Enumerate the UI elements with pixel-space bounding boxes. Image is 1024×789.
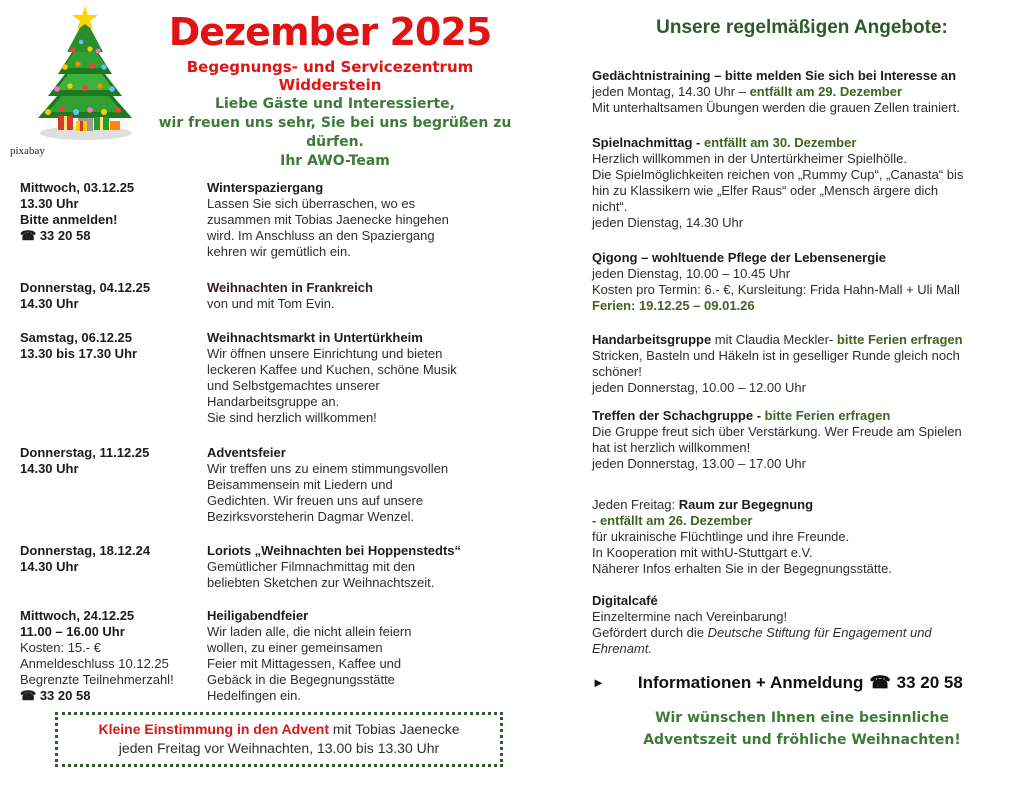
advent-box-rest: mit Tobias Jaenecke (329, 721, 460, 737)
offer-leader: mit Claudia Meckler- (711, 332, 837, 347)
event-text-line: von und mit Tom Evin. (207, 296, 335, 311)
offer-title-line (592, 135, 1012, 151)
offer-spielnachmittag (592, 135, 1012, 231)
event-time-line: 11.00 – 16.00 Uhr (20, 624, 125, 639)
event-text-line: Wir laden alle, die nicht allein feiern (207, 624, 412, 639)
offer-line: In Kooperation mit withU-Stuttgart e.V. (592, 545, 813, 560)
offer-schedule: jeden Donnerstag, 13.00 – 17.00 Uhr (592, 456, 806, 471)
offer-title: Raum zur Begegnung (678, 497, 814, 512)
offer-title: Qigong – wohltuende Pflege der Lebensenergie (592, 250, 886, 265)
christmas-tree-icon (10, 4, 160, 144)
event-text-line: Bezirksvorsteherin Dagmar Wenzel. (207, 509, 415, 524)
advent-box-line1 (58, 720, 500, 739)
offer-title-line (592, 497, 1012, 513)
advent-box-line2: jeden Freitag vor Weihnachten, 13.00 bis 13.30 Uhr (118, 740, 440, 756)
christmas-tree-image (10, 4, 160, 144)
page-subtitle: Begegnungs- und Servicezentrum Widderstein (186, 58, 474, 94)
event-text-line: Wir treffen uns zu einem stimmungsvollen (207, 461, 449, 476)
image-credit: pixabay (10, 145, 45, 157)
phone-icon: ☎ (20, 228, 37, 243)
event-date-line: Mittwoch, 24.12.25 (20, 608, 135, 623)
greeting-line: wir freuen uns sehr, Sie bei uns begrüßen zu dürfen. (158, 115, 512, 150)
offer-line: Mit unterhaltsamen Übungen werden die grauen Zellen trainiert. (592, 100, 960, 115)
offer-line: Die Gruppe freut sich über Verstärkung. Wer Freude am Spielen (592, 424, 962, 439)
offer-line: hat ist herzlich willkommen! (592, 440, 751, 455)
event-list (20, 180, 512, 704)
phone-icon: ☎ (20, 688, 37, 703)
offer-line: nicht“. (592, 199, 628, 214)
event-time-line: 14.30 Uhr (20, 296, 79, 311)
offer-schachgruppe (592, 408, 1012, 472)
contact-label: Informationen + Anmeldung (637, 673, 864, 692)
closing-wishes (592, 707, 1012, 751)
offer-title: Spielnachmittag - (592, 135, 704, 150)
offer-schedule: jeden Dienstag, 10.00 – 10.45 Uhr (592, 266, 791, 281)
offer-cancellation: - entfällt am 26. Dezember (592, 513, 753, 528)
event-phone-line (20, 228, 207, 244)
event-time-line: 13.30 Uhr (20, 196, 79, 211)
offer-title: Treffen der Schachgruppe - (592, 408, 765, 423)
offer-title-line (592, 408, 1012, 424)
greeting-line: Liebe Gäste und Interessierte, (215, 96, 455, 112)
event-title: Loriots „Weihnachten bei Hoppenstedts“ (207, 543, 462, 558)
event-phone-line (20, 688, 207, 704)
event-title: Heiligabendfeier (207, 608, 309, 623)
event-text-line: zusammen mit Tobias Jaenecke hingehen (207, 212, 449, 227)
event-date-line: Mittwoch, 03.12.25 (20, 180, 135, 195)
offer-title: Handarbeitsgruppe (592, 332, 712, 347)
offer-line: Die Spielmöglichkeiten reichen von „Rummy Cup“, „Canasta“ bis (592, 167, 964, 182)
event-date (20, 280, 207, 312)
event-description (207, 543, 512, 591)
event-text-line: Feier mit Mittagessen, Kaffee und (207, 656, 402, 671)
contact-info-line (592, 675, 1012, 691)
event-description (207, 608, 512, 704)
offer-cancellation: entfällt am 30. Dezember (703, 135, 857, 150)
event-text-line: und Selbstgemachtes unserer (207, 378, 380, 393)
event-text-line: Gedichten. Wir freuen uns auf unsere (207, 493, 424, 508)
event-date (20, 330, 207, 426)
offer-handarbeitsgruppe (592, 332, 1012, 396)
event-text-line: wird. Im Anschluss an den Spaziergang (207, 228, 435, 243)
event-time-line: 14.30 Uhr (20, 461, 79, 476)
event-title: Winterspaziergang (207, 180, 324, 195)
event-date-line: Donnerstag, 18.12.24 (20, 543, 151, 558)
event-text-line: beliebten Sketchen zur Weihnachtszeit. (207, 575, 435, 590)
advent-box-highlight: Kleine Einstimmung in den Advent (98, 721, 330, 737)
event-description (207, 180, 512, 260)
event-date-line: Donnerstag, 04.12.25 (20, 280, 151, 295)
event-limit-line: Begrenzte Teilnehmerzahl! (20, 672, 174, 687)
header (140, 10, 520, 94)
offer-title: Digitalcafé (592, 593, 658, 608)
offer-gedaechtnistraining (592, 68, 1012, 116)
event-row-weihnachten-frankreich (20, 280, 512, 312)
event-description (207, 280, 512, 312)
offer-sponsor-prefix: Gefördert durch die (592, 625, 708, 640)
event-title: Weihnachtsmarkt in Untertürkheim (207, 330, 423, 345)
offer-line (592, 625, 1012, 641)
offer-holiday-note: Ferien: 19.12.25 – 09.01.26 (592, 298, 755, 313)
event-row-loriot (20, 543, 512, 591)
event-description (207, 330, 512, 426)
offer-line: für ukrainische Flüchtlinge und ihre Freunde. (592, 529, 850, 544)
offer-schedule: Jeden Freitag: (592, 497, 679, 512)
event-note-line: Bitte anmelden! (20, 212, 118, 227)
offer-raum-zur-begegnung (592, 497, 1012, 577)
event-text-line: Hedelfingen ein. (207, 688, 301, 703)
offer-digitalcafe (592, 593, 1012, 657)
offer-line: Stricken, Basteln und Häkeln ist in geselliger Runde gleich noch (592, 348, 960, 363)
event-text-line: wollen, zu einer gemeinsamen (207, 640, 383, 655)
advent-highlight-box (55, 712, 503, 767)
event-text-line: Gebäck in die Begegnungsstätte (207, 672, 395, 687)
event-date-line: Samstag, 06.12.25 (20, 330, 133, 345)
event-text-line: Gemütlicher Filmnachmittag mit den (207, 559, 416, 574)
phone-number: 33 20 58 (39, 228, 91, 243)
event-date (20, 445, 207, 525)
offer-schedule: jeden Montag, 14.30 Uhr – (592, 84, 750, 99)
event-text-line: Lassen Sie sich überraschen, wo es (207, 196, 416, 211)
phone-icon: ☎ (869, 673, 891, 692)
greeting-text (150, 95, 520, 171)
offer-schedule: jeden Donnerstag, 10.00 – 12.00 Uhr (592, 380, 806, 395)
event-text-line: Beisammensein mit Liedern und (207, 477, 393, 492)
event-text-line: Handarbeitsgruppe an. (207, 394, 340, 409)
event-text-line: kehren wir gemütlich ein. (207, 244, 351, 259)
offer-holiday-note: bitte Ferien erfragen (764, 408, 891, 423)
event-date (20, 608, 207, 704)
offer-line: Einzeltermine nach Vereinbarung! (592, 609, 788, 624)
offer-line: Näherer Infos erhalten Sie in der Begegnungsstätte. (592, 561, 892, 576)
event-cost-line: Kosten: 15.- € (20, 640, 101, 655)
event-row-winterspaziergang (20, 180, 512, 260)
event-title: Adventsfeier (207, 445, 286, 460)
event-date (20, 180, 207, 260)
page-title: Dezember 2025 (168, 10, 492, 54)
greeting-line: Ihr AWO-Team (280, 153, 390, 169)
closing-line: Adventszeit und fröhliche Weihnachten! (643, 732, 961, 748)
phone-number: 33 20 58 (39, 688, 91, 703)
event-time-line: 14.30 Uhr (20, 559, 79, 574)
event-description (207, 445, 512, 525)
event-text-line: leckeren Kaffee und Kuchen, schöne Musik (207, 362, 457, 377)
offer-line: Kosten pro Termin: 6.- €, Kursleitung: Frida Hahn-Mall + Uli Mall (592, 282, 960, 297)
event-row-weihnachtsmarkt (20, 330, 512, 426)
offer-line (592, 84, 1012, 100)
regular-offers-section (592, 16, 1012, 751)
event-text-line: Sie sind herzlich willkommen! (207, 410, 377, 425)
event-row-heiligabendfeier (20, 608, 512, 704)
offer-line: Herzlich willkommen in der Untertürkheimer Spielhölle. (592, 151, 908, 166)
offer-title: Gedächtnistraining – bitte melden Sie sich bei Interesse an (592, 68, 957, 83)
offers-heading: Unsere regelmäßigen Angebote: (656, 17, 948, 38)
arrow-right-icon: ► (592, 675, 605, 690)
offer-title-line (592, 332, 1012, 348)
event-date-line: Donnerstag, 11.12.25 (20, 445, 150, 460)
event-title: Weihnachten in Frankreich (207, 280, 373, 295)
offer-sponsor-name-cont: Ehrenamt. (592, 641, 652, 656)
contact-phone-number: 33 20 58 (896, 673, 963, 692)
event-text-line: Wir öffnen unsere Einrichtung und bieten (207, 346, 443, 361)
event-row-adventsfeier (20, 445, 512, 525)
closing-line: Wir wünschen Ihnen eine besinnliche (655, 710, 949, 726)
offer-line: schöner! (592, 364, 642, 379)
offer-sponsor-name: Deutsche Stiftung für Engagement und (707, 625, 932, 640)
event-date (20, 543, 207, 591)
offer-cancellation: entfällt am 29. Dezember (749, 84, 903, 99)
event-deadline-line: Anmeldeschluss 10.12.25 (20, 656, 169, 671)
offer-schedule: jeden Dienstag, 14.30 Uhr (592, 215, 744, 230)
offer-holiday-note: bitte Ferien erfragen (836, 332, 963, 347)
offer-qigong (592, 250, 1012, 314)
event-time-line: 13.30 bis 17.30 Uhr (20, 346, 138, 361)
offer-line: hin zu Klassikern wie „Elfer Raus“ oder „Mensch ärgere dich (592, 183, 939, 198)
